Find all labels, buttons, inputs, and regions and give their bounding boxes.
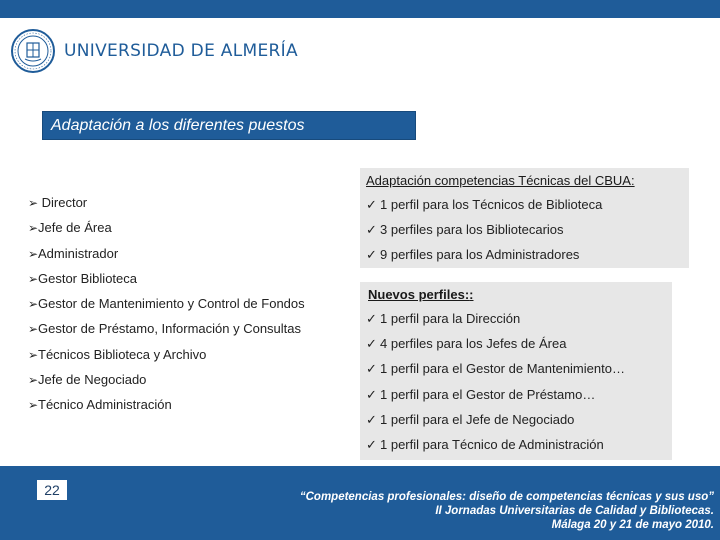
list-item-label: 4 perfiles para los Jefes de Área bbox=[380, 336, 567, 352]
check-bullet-icon: ✓ bbox=[366, 436, 377, 452]
check-bullet-icon: ✓ bbox=[366, 411, 377, 427]
arrow-bullet-icon: ➢ bbox=[28, 297, 39, 312]
check-bullet-icon: ✓ bbox=[366, 386, 377, 402]
top-band bbox=[0, 0, 720, 18]
list-item bbox=[366, 361, 625, 386]
list-item bbox=[28, 220, 305, 245]
list-item bbox=[28, 246, 305, 271]
arrow-bullet-icon: ➢ bbox=[28, 347, 39, 362]
cbua-profile-list bbox=[366, 197, 602, 272]
list-item-label: Gestor de Préstamo, Información y Consultas bbox=[38, 321, 302, 337]
list-item bbox=[28, 296, 305, 321]
arrow-bullet-icon: ➢ bbox=[28, 221, 39, 236]
list-item bbox=[28, 321, 305, 346]
check-bullet-icon: ✓ bbox=[366, 361, 377, 377]
check-bullet-icon: ✓ bbox=[366, 336, 377, 352]
page-number: 22 bbox=[37, 480, 67, 500]
list-item-label: 1 perfil para los Técnicos de Biblioteca bbox=[380, 197, 603, 212]
list-item-label: Gestor de Mantenimiento y Control de Fondos bbox=[38, 296, 305, 312]
footer-quote: “Competencias profesionales: diseño de competencias técnicas y sus uso” bbox=[299, 491, 714, 503]
new-profiles-title-text: Nuevos perfiles: bbox=[368, 287, 470, 302]
list-item-label: 1 perfil para Técnico de Administración bbox=[380, 436, 604, 452]
arrow-bullet-icon: ➢ bbox=[28, 246, 39, 261]
list-item bbox=[366, 247, 602, 272]
title-colon: : bbox=[469, 287, 474, 302]
list-item bbox=[28, 397, 305, 422]
check-bullet-icon: ✓ bbox=[366, 197, 377, 212]
list-item-label: 9 perfiles para los Administradores bbox=[380, 247, 580, 262]
list-item bbox=[366, 437, 625, 462]
list-item-label: 1 perfil para el Gestor de Mantenimiento… bbox=[380, 361, 625, 377]
institution-name: UNIVERSIDAD DE ALMERÍA bbox=[64, 41, 298, 61]
list-item-label: 3 perfiles para los Bibliotecarios bbox=[380, 222, 564, 237]
arrow-bullet-icon: ➢ bbox=[28, 271, 39, 286]
slide-title: Adaptación a los diferentes puestos bbox=[51, 117, 305, 134]
list-item-label: Jefe de Área bbox=[38, 220, 112, 236]
list-item-label: Técnico Administración bbox=[38, 397, 172, 413]
list-item bbox=[366, 311, 625, 336]
check-bullet-icon: ✓ bbox=[366, 311, 377, 326]
cbua-section-title bbox=[366, 173, 635, 188]
page-number-area bbox=[0, 466, 94, 540]
list-item bbox=[28, 347, 305, 372]
footer-citation bbox=[300, 490, 714, 532]
positions-list bbox=[28, 195, 305, 423]
list-item bbox=[366, 336, 625, 361]
list-item bbox=[28, 372, 305, 397]
list-item-label: Jefe de Negociado bbox=[38, 372, 147, 388]
check-bullet-icon: ✓ bbox=[366, 247, 377, 262]
list-item bbox=[366, 387, 625, 412]
list-item-label: 1 perfil para la Dirección bbox=[380, 311, 521, 326]
list-item bbox=[366, 412, 625, 437]
arrow-bullet-icon: ➢ bbox=[28, 373, 39, 388]
list-item-label: Gestor Biblioteca bbox=[38, 270, 137, 286]
new-profiles-title bbox=[368, 287, 474, 302]
arrow-bullet-icon: ➢ bbox=[28, 398, 39, 413]
arrow-bullet-icon: ➢ bbox=[28, 322, 39, 337]
list-item-label: Administrador bbox=[38, 245, 119, 261]
list-item-label: Director bbox=[41, 195, 88, 210]
footer-event: II Jornadas Universitarias de Calidad y Bibliotecas. bbox=[435, 505, 714, 517]
footer-date: Málaga 20 y 21 de mayo 2010. bbox=[551, 519, 714, 531]
university-logo bbox=[10, 28, 298, 74]
list-item bbox=[366, 222, 602, 247]
arrow-bullet-icon: ➢ bbox=[28, 196, 39, 210]
list-item bbox=[28, 195, 305, 220]
list-item bbox=[28, 271, 305, 296]
check-bullet-icon: ✓ bbox=[366, 222, 377, 237]
list-item bbox=[366, 197, 602, 222]
section-title-banner bbox=[42, 111, 416, 140]
list-item-label: 1 perfil para el Gestor de Préstamo… bbox=[380, 386, 596, 402]
new-profiles-list bbox=[366, 311, 625, 462]
title-colon: : bbox=[630, 173, 635, 188]
cbua-title-text: Adaptación competencias Técnicas del CBUA bbox=[366, 173, 631, 188]
list-item-label: Técnicos Biblioteca y Archivo bbox=[38, 346, 207, 362]
university-seal-icon bbox=[10, 28, 56, 74]
list-item-label: 1 perfil para el Jefe de Negociado bbox=[380, 411, 575, 427]
